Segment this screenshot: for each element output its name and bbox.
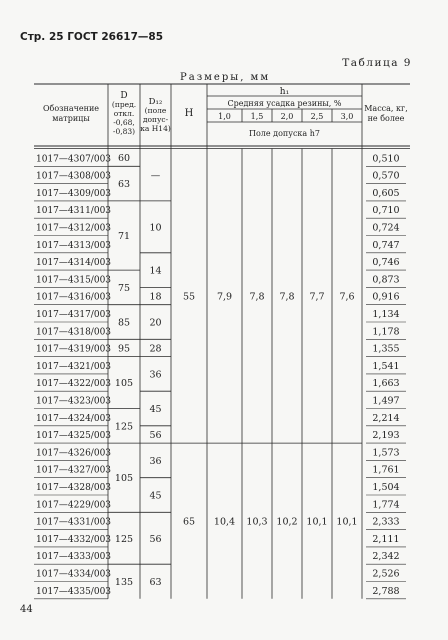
h1-value: 7,7 <box>309 291 325 303</box>
d-value: 125 <box>114 421 134 433</box>
table-row-designation: 1017—4318/003 <box>36 327 112 338</box>
table-row-designation: 1017—4314/003 <box>36 258 112 269</box>
d1-value: — <box>150 170 161 182</box>
table-row-mass: 1,761 <box>372 464 400 476</box>
table-row-designation: 1017—4326/003 <box>36 448 112 459</box>
table-row-mass: 1,355 <box>372 343 400 355</box>
table-row-designation: 1017—4325/003 <box>36 431 112 442</box>
d-value: 105 <box>114 473 134 485</box>
table-row-designation: 1017—4309/003 <box>36 188 112 199</box>
table-row-designation: 1017—4332/003 <box>36 534 112 545</box>
table-row-designation: 1017—4321/003 <box>36 361 112 372</box>
table-row-mass: 0,510 <box>372 153 400 165</box>
table-row-designation: 1017—4323/003 <box>36 396 112 407</box>
header-tolerance: Поле допуска h7 <box>249 129 320 138</box>
d-value: 135 <box>114 577 134 588</box>
table-row-designation: 1017—4331/003 <box>36 517 112 528</box>
header-d1: D₁₂ <box>148 97 163 107</box>
table-row-mass: 2,193 <box>372 430 400 442</box>
header-shrink-value: 2,5 <box>310 112 324 121</box>
header-shrinkage: Средняя усадка резины, % <box>227 99 342 108</box>
header-d: (пред. <box>111 100 137 109</box>
table-row-designation: 1017—4327/003 <box>36 465 112 476</box>
table-row-designation: 1017—4313/003 <box>36 240 112 251</box>
d-value: 63 <box>117 179 131 191</box>
h1-value: 7,8 <box>249 291 265 303</box>
d-value: 60 <box>117 153 131 165</box>
table-row-designation: 1017—4334/003 <box>36 569 112 580</box>
header-d: откл. <box>113 109 135 118</box>
table-row-mass: 2,788 <box>372 585 400 597</box>
d-value: 105 <box>114 378 134 390</box>
header-shrink-value: 3,0 <box>340 112 354 121</box>
header-shrink-value: 2,0 <box>280 112 294 121</box>
table-row-designation: 1017—4333/003 <box>36 552 112 563</box>
table-row-designation: 1017—4319/003 <box>36 344 112 355</box>
d1-value: 45 <box>149 404 162 415</box>
h1-value: 10,4 <box>213 516 236 528</box>
d1-value: 14 <box>149 265 162 277</box>
header-designation: матрицы <box>52 114 90 123</box>
d-value: 71 <box>117 231 131 242</box>
table-row-mass: 1,178 <box>372 326 400 338</box>
d-value: 95 <box>117 343 131 355</box>
d1-value: 10 <box>149 222 162 234</box>
table-row-designation: 1017—4317/003 <box>36 310 112 320</box>
table-row-mass: 1,497 <box>372 395 400 407</box>
h1-value: 10,1 <box>306 516 328 528</box>
h1-value: 10,3 <box>246 516 268 528</box>
table-row-designation: 1017—4328/003 <box>36 483 112 493</box>
table-row-mass: 0,746 <box>372 257 400 269</box>
header-d1: (поле <box>144 106 167 115</box>
table-row-mass: 1,504 <box>372 482 400 493</box>
header-mass: Масса, кг, <box>364 104 408 113</box>
d1-value: 56 <box>149 533 162 545</box>
table-row-designation: 1017—4229/003 <box>36 500 112 511</box>
d1-value: 18 <box>149 291 162 303</box>
table-row-designation: 1017—4311/003 <box>36 206 112 217</box>
table-row-designation: 1017—4335/003 <box>36 586 112 597</box>
table-row-mass: 0,724 <box>372 222 400 234</box>
table-row-designation: 1017—4322/003 <box>36 379 112 390</box>
header-h: H <box>184 108 194 119</box>
page-header: Стр. 25 ГОСТ 26617—85 <box>20 31 164 43</box>
table-row-designation: 1017—4316/003 <box>36 292 112 303</box>
d1-value: 63 <box>149 577 162 588</box>
table-row-mass: 0,570 <box>372 170 400 182</box>
d1-value: 56 <box>149 429 162 441</box>
header-d: -0,68, <box>113 118 135 127</box>
h-value: 55 <box>182 291 196 303</box>
h1-value: 7,6 <box>339 291 355 303</box>
table-caption: Таблица 9 <box>342 57 412 69</box>
table-row-designation: 1017—4324/003 <box>36 413 112 424</box>
table-row-mass: 1,134 <box>372 309 400 320</box>
d-value: 75 <box>117 282 131 294</box>
table-row-mass: 2,333 <box>372 516 400 528</box>
h1-value: 7,8 <box>279 291 295 303</box>
d-value: 125 <box>114 533 134 545</box>
header-d1: допус- <box>142 115 169 124</box>
table-row-mass: 1,663 <box>372 378 400 390</box>
table-row-designation: 1017—4308/003 <box>36 171 112 182</box>
table-row-mass: 2,111 <box>372 533 400 545</box>
header-shrink-value: 1,0 <box>218 112 231 121</box>
table-row-designation: 1017—4312/003 <box>36 223 112 234</box>
h1-value: 10,2 <box>276 516 298 528</box>
table-row-mass: 2,342 <box>372 551 400 563</box>
h-value: 65 <box>182 516 196 528</box>
header-d1: ка H14) <box>140 124 171 133</box>
table-row-mass: 1,541 <box>372 360 400 372</box>
header-mass: не более <box>367 114 405 123</box>
table-row-mass: 0,605 <box>372 187 400 199</box>
table-row-mass: 1,573 <box>372 447 400 459</box>
table-row-mass: 0,916 <box>372 291 400 303</box>
table-row-mass: 2,214 <box>372 412 400 424</box>
units-line: Размеры, мм <box>180 72 271 83</box>
header-h1: h₁ <box>279 87 290 97</box>
page-number: 44 <box>20 604 33 615</box>
d1-value: 45 <box>149 490 162 502</box>
table-row-mass: 0,710 <box>372 205 400 217</box>
header-d: D <box>120 91 128 101</box>
d-value: 85 <box>117 317 131 329</box>
header-d: -0,83) <box>112 127 136 136</box>
table-row-mass: 2,526 <box>372 568 400 580</box>
d1-value: 28 <box>149 343 162 355</box>
table-row-designation: 1017—4307/003 <box>36 154 112 165</box>
header-designation: Обозначение <box>42 104 100 113</box>
d1-value: 36 <box>149 369 162 381</box>
table-row-mass: 0,747 <box>372 239 400 251</box>
table-row-mass: 1,774 <box>372 499 400 511</box>
header-shrink-value: 1,5 <box>250 112 264 121</box>
table-row-mass: 0,873 <box>372 274 400 286</box>
d1-value: 20 <box>149 317 162 329</box>
table-row-designation: 1017—4315/003 <box>36 275 112 286</box>
d1-value: 36 <box>149 455 162 467</box>
h1-value: 7,9 <box>216 291 233 303</box>
h1-value: 10,1 <box>336 516 358 528</box>
